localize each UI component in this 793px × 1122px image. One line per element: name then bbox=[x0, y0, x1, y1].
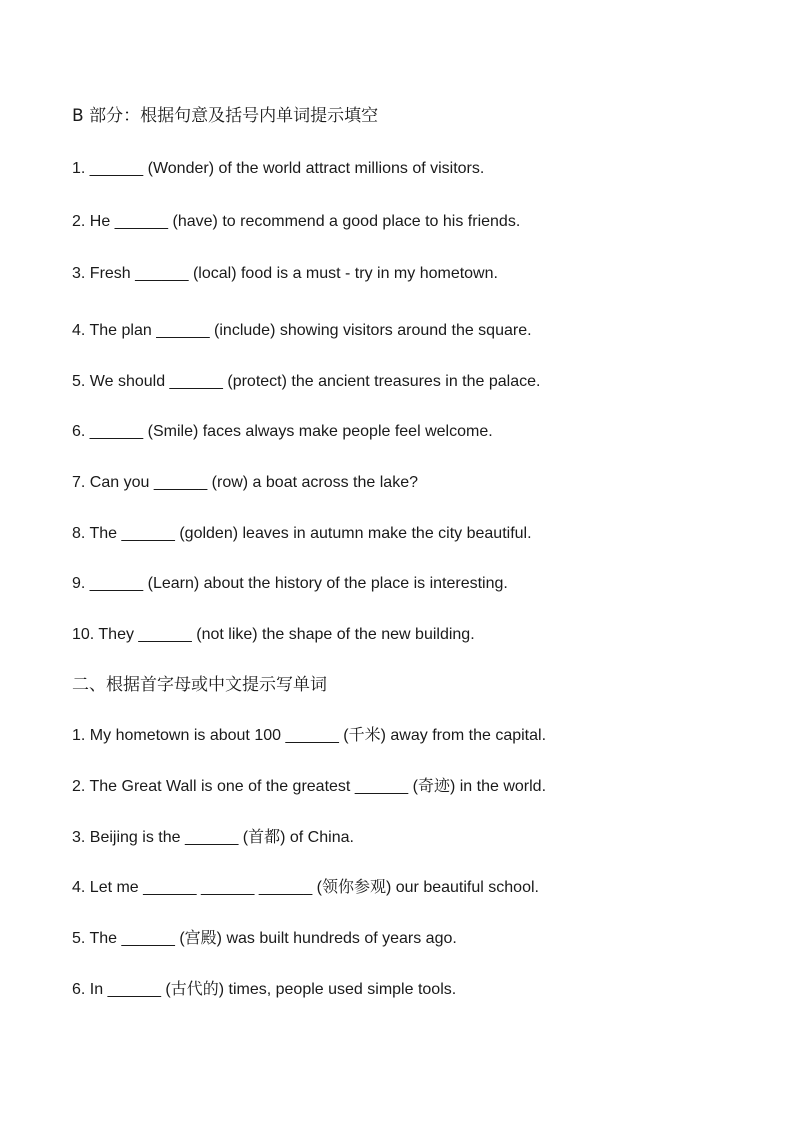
section-b-item-7: 7. Can you ______ (row) a boat across the lake? bbox=[72, 474, 418, 491]
section-b-item-5: 5. We should ______ (protect) the ancient treasures in the palace. bbox=[72, 373, 541, 390]
section-b-item-6: 6. ______ (Smile) faces always make people feel welcome. bbox=[72, 423, 493, 440]
section-2-item-6: 6. In ______ (古代的) times, people used simple tools. bbox=[72, 981, 457, 998]
section-2-item-5: 5. The ______ (宫殿) was built hundreds of years ago. bbox=[72, 930, 457, 947]
section-b-item-1: 1. ______ (Wonder) of the world attract millions of visitors. bbox=[72, 160, 485, 177]
section-b-item-4: 4. The plan ______ (include) showing visitors around the square. bbox=[72, 322, 532, 339]
section-2-item-3: 3. Beijing is the ______ (首都) of China. bbox=[72, 829, 354, 846]
section-b-item-2: 2. He ______ (have) to recommend a good place to his friends. bbox=[72, 213, 521, 230]
section-2-item-1: 1. My hometown is about 100 ______ (千米) away from the capital. bbox=[72, 727, 547, 744]
section-b-heading: B 部分：根据句意及括号内单词提示填空 bbox=[72, 106, 379, 126]
section-2-item-4: 4. Let me ______ ______ ______ (领你参观) our beautiful school. bbox=[72, 879, 539, 896]
section-b-item-10: 10. They ______ (not like) the shape of the new building. bbox=[72, 626, 475, 643]
section-2-heading: 二、根据首字母或中文提示写单词 bbox=[72, 675, 327, 695]
section-b-item-8: 8. The ______ (golden) leaves in autumn make the city beautiful. bbox=[72, 525, 532, 542]
section-b-item-9: 9. ______ (Learn) about the history of the place is interesting. bbox=[72, 575, 508, 592]
section-b-item-3: 3. Fresh ______ (local) food is a must - try in my hometown. bbox=[72, 265, 498, 282]
section-2-item-2: 2. The Great Wall is one of the greatest ______ (奇迹) in the world. bbox=[72, 778, 547, 795]
